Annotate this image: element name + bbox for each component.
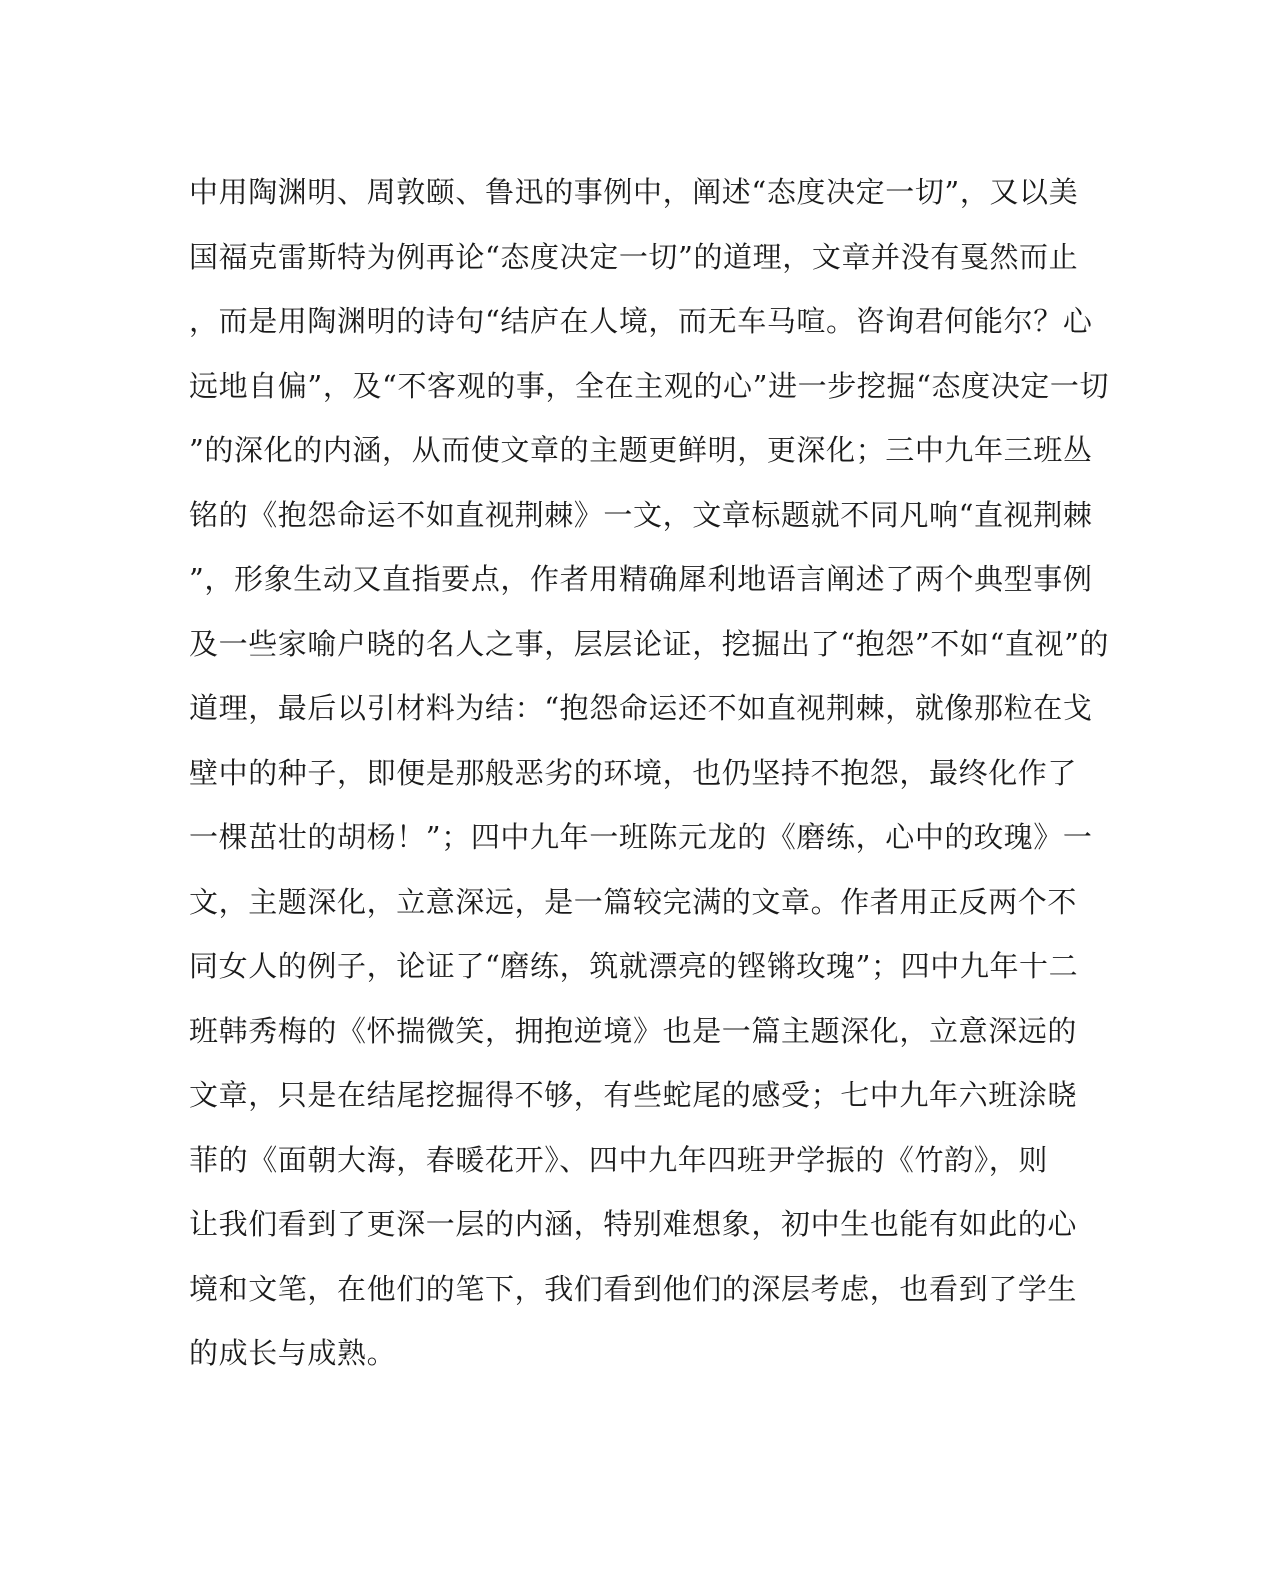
text-line: 同女人的例子，论证了“磨练，筑就漂亮的铿锵玫瑰”；四中九年十二 bbox=[189, 949, 1079, 983]
text-line: 让我们看到了更深一层的内涵，特别难想象，初中生也能有如此的心 bbox=[189, 1207, 1078, 1241]
text-line: 文章，只是在结尾挖掘得不够，有些蛇尾的感受；七中九年六班涂晓 bbox=[189, 1078, 1078, 1112]
text-line: 一棵茁壮的胡杨！”；四中九年一班陈元龙的《磨练，心中的玫瑰》一 bbox=[189, 820, 1093, 854]
text-line: ”，形象生动又直指要点，作者用精确犀利地语言阐述了两个典型事例 bbox=[189, 562, 1093, 596]
body-text bbox=[189, 160, 1110, 1386]
text-line: 的成长与成熟。 bbox=[189, 1336, 397, 1370]
text-line: 中用陶渊明、周敦颐、鲁迅的事例中，阐述“态度决定一切”，又以美 bbox=[189, 175, 1079, 209]
text-line: 国福克雷斯特为例再论“态度决定一切”的道理，文章并没有戛然而止 bbox=[189, 239, 1079, 274]
text-line: 及一些家喻户晓的名人之事，层层论证，挖掘出了“抱怨”不如“直视”的 bbox=[189, 626, 1110, 661]
text-line: ，而是用陶渊明的诗句“结庐在人境，而无车马喧。咨询君何能尔？心 bbox=[189, 304, 1093, 338]
text-line: 文，主题深化，立意深远，是一篇较完满的文章。作者用正反两个不 bbox=[189, 884, 1078, 919]
text-line: 远地自偏”，及“不客观的事，全在主观的心”进一步挖掘“态度决定一切 bbox=[189, 368, 1110, 403]
text-line: 铭的《抱怨命运不如直视荆棘》一文，文章标题就不同凡响“直视荆棘 bbox=[189, 497, 1093, 532]
text-line: 班韩秀梅的《怀揣微笑，拥抱逆境》也是一篇主题深化，立意深远的 bbox=[189, 1013, 1078, 1048]
text-line: ”的深化的内涵，从而使文章的主题更鲜明，更深化；三中九年三班丛 bbox=[189, 433, 1093, 467]
text-line: 壁中的种子，即便是那般恶劣的环境，也仍坚持不抱怨，最终化作了 bbox=[189, 755, 1078, 790]
text-line: 菲的《面朝大海，春暖花开》、四中九年四班尹学振的《竹韵》，则 bbox=[189, 1142, 1049, 1177]
text-line: 境和文笔，在他们的笔下，我们看到他们的深层考虑，也看到了学生 bbox=[189, 1271, 1078, 1306]
text-line: 道理，最后以引材料为结：“抱怨命运还不如直视荆棘，就像那粒在戈 bbox=[189, 691, 1093, 725]
